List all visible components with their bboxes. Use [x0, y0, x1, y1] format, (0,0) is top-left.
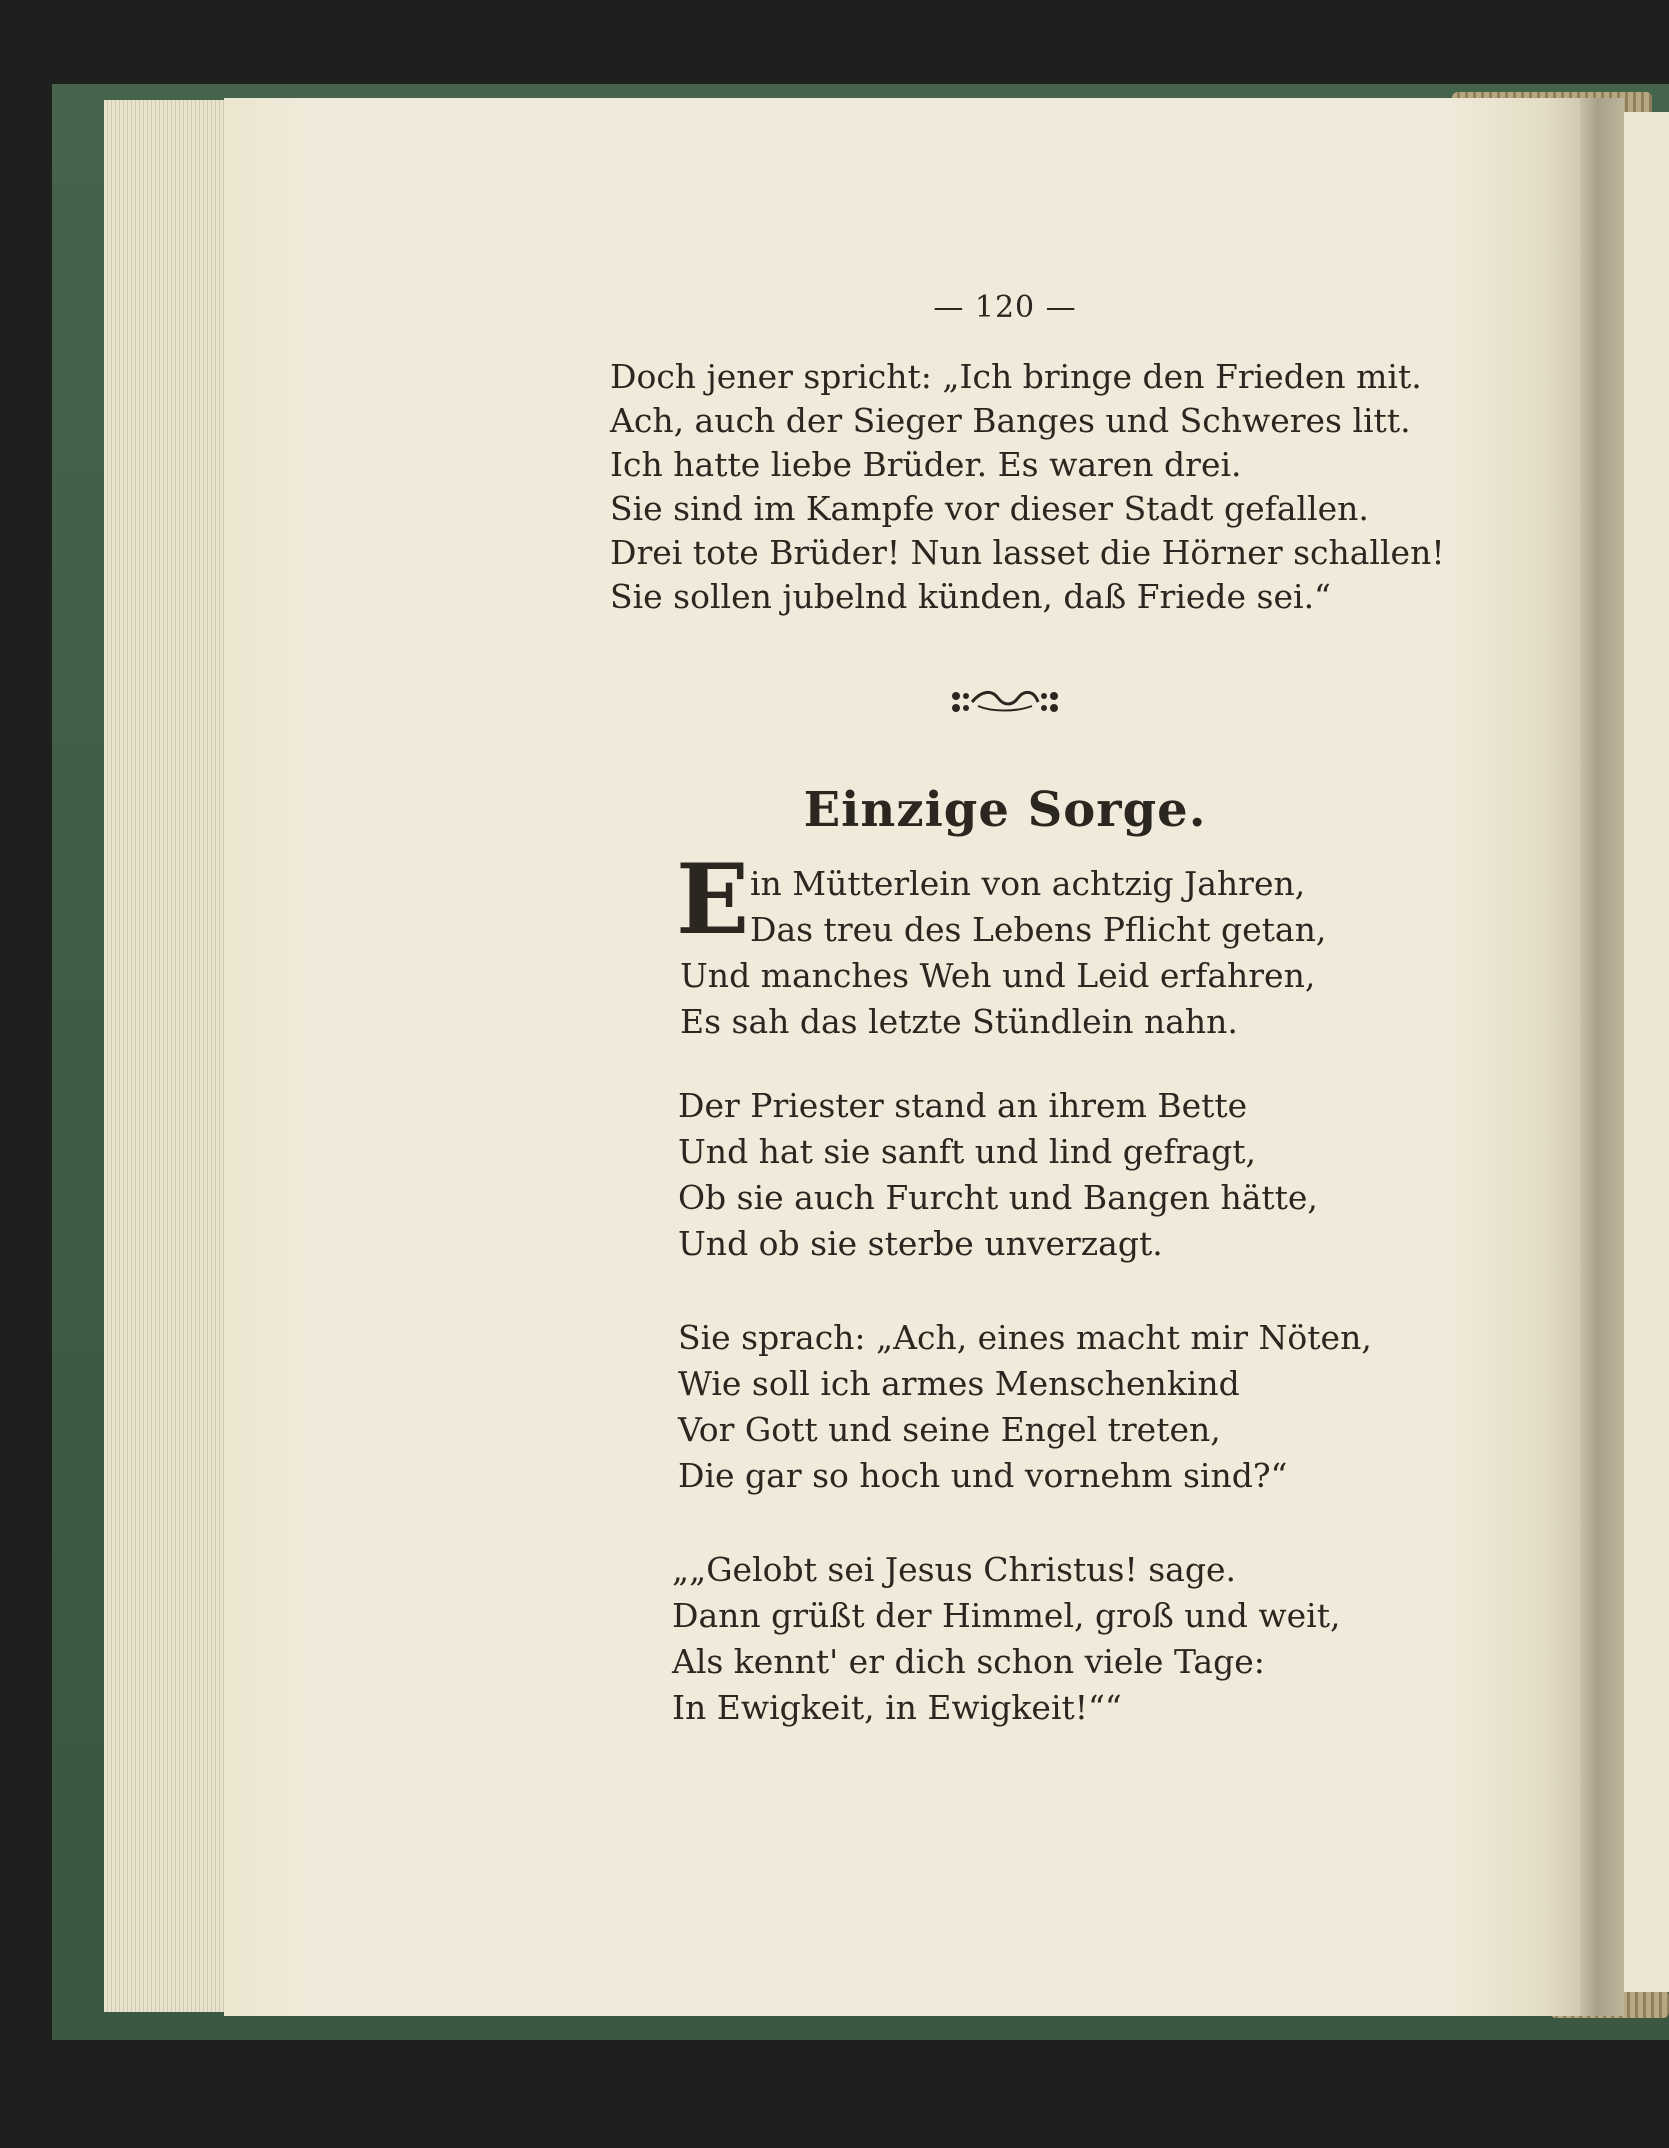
page-number: — 120 — [933, 290, 1077, 325]
verse-line: Der Priester stand an ihrem Bette [678, 1086, 1248, 1125]
verse-line: „„Gelobt sei Jesus Christus! sage. [672, 1550, 1236, 1589]
verse-line: Sie sprach: „Ach, eines macht mir Nöten, [678, 1318, 1372, 1357]
verse-line: Sie sind im Kampfe vor dieser Stadt gefallen. [610, 489, 1369, 528]
verse-line: In Ewigkeit, in Ewigkeit!““ [672, 1688, 1122, 1727]
verse-line: Dann grüßt der Himmel, groß und weit, [672, 1596, 1341, 1635]
verse-line: Doch jener spricht: „Ich bringe den Frieden mit. [610, 357, 1422, 396]
verse-line: Vor Gott und seine Engel treten, [678, 1410, 1221, 1449]
stanza [672, 1548, 1340, 1732]
facing-page [1624, 112, 1669, 1992]
stanza [680, 862, 1326, 1046]
verse-line: Drei tote Brüder! Nun lasset die Hörner schallen! [610, 533, 1445, 572]
verse-line: Ob sie auch Furcht und Bangen hätte, [678, 1178, 1318, 1217]
verse-line: Und manches Weh und Leid erfahren, [680, 956, 1316, 995]
decorative-divider-icon [948, 682, 1060, 722]
verse-line: Als kennt' er dich schon viele Tage: [672, 1642, 1265, 1681]
verse-line: Ich hatte liebe Brüder. Es waren drei. [610, 445, 1242, 484]
verse-line: Sie sollen jubelnd künden, daß Friede sei.“ [610, 577, 1331, 616]
verse-line: Ach, auch der Sieger Banges und Schweres litt. [610, 401, 1411, 440]
poem-title: Einzige Sorge. [803, 782, 1207, 838]
stanza [678, 1316, 1372, 1500]
verse-line: Die gar so hoch und vornehm sind?“ [678, 1456, 1288, 1495]
page-edges [104, 100, 234, 2012]
verse-line: Und ob sie sterbe unverzagt. [678, 1224, 1163, 1263]
previous-poem-ending [610, 355, 1445, 619]
drop-cap: E [676, 843, 750, 956]
book-gutter [1580, 98, 1624, 2016]
verse-line: Das treu des Lebens Pflicht getan, [750, 910, 1327, 949]
verse-line: Es sah das letzte Stündlein nahn. [680, 1002, 1238, 1041]
stanza [678, 1084, 1318, 1268]
verse-line: Wie soll ich armes Menschenkind [678, 1364, 1240, 1403]
verse-line: in Mütterlein von achtzig Jahren, [750, 864, 1306, 903]
verse-line: Und hat sie sanft und lind gefragt, [678, 1132, 1256, 1171]
